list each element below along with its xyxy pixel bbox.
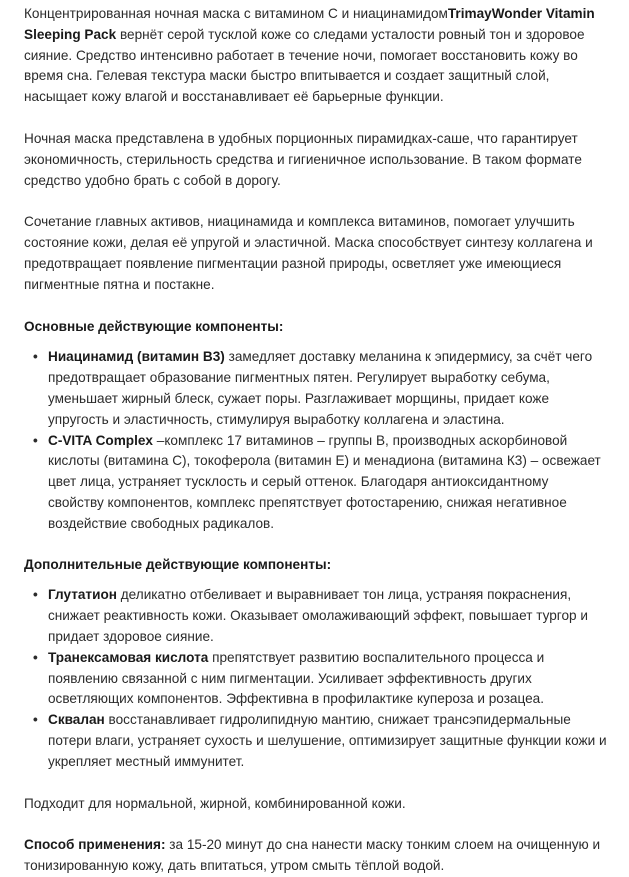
- intro-lead: Концентрированная ночная маска с витамином С и ниацинамидом: [24, 6, 448, 21]
- intro-paragraph: [24, 4, 607, 108]
- component-text: замедляет доставку меланина к эпидермису, за счёт чего предотвращает образование пигментных пятен. Регулирует выработку себума, уменьшает жирный блеск, сужает поры. Разглаживает морщины, придает коже упругость и эластичность, стимулируя выработку коллагена и эластина.: [48, 349, 593, 427]
- component-name: C-VITA Complex: [48, 432, 153, 448]
- main-components-heading: Основные действующие компоненты:: [24, 318, 284, 334]
- list-item: [33, 431, 607, 535]
- list-item: [33, 648, 607, 710]
- component-text: –комплекс 17 витаминов – группы В, производных аскорбиновой кислоты (витамина С), токоферола (витамин Е) и менадиона (витамина К3) – освежает цвет лица, устраняет тусклость и серый оттенок. Благодаря антиоксидантному свойству компонентов, комплекс препятствует фотостарению, снижая негативное воздействие свободных радикалов.: [48, 432, 601, 531]
- intro-rest: вернёт серой тусклой коже со следами усталости ровный тон и здоровое сияние. Средство интенсивно работает в течение ночи, помогает восстановить кожу во время сна. Гелевая текстура маски быстро впитывается и создает защитный слой, насыщает кожу влагой и восстанавливает её барьерные функции.: [24, 26, 585, 105]
- component-name: Глутатион: [48, 587, 117, 603]
- component-text: восстанавливает гидролипидную мантию, снижает трансэпидермальные потери влаги, устраняет сухость и шелушение, оптимизирует защитные функции кожи и укрепляет местный иммунитет.: [48, 712, 607, 769]
- component-text: препятствует развитию воспалительного процесса и появлению связанной с ним пигментации. Усиливает эффективность других осветляющих компонентов. Эффективна в профилактике купероза и розацеа.: [48, 649, 545, 707]
- component-name: Ниацинамид (витамин B3): [48, 349, 225, 365]
- format-paragraph: Ночная маска представлена в удобных порционных пирамидках-саше, что гарантирует экономичность, стерильность средства и гигиеничное использование. В таком формате средство удобно брать с собой в дорогу.: [24, 130, 582, 188]
- usage-label: Способ применения:: [24, 837, 166, 853]
- component-name: Сквалан: [48, 712, 105, 728]
- list-item: [33, 585, 607, 647]
- bullet-icon: •: [33, 432, 38, 448]
- bullet-icon: •: [33, 349, 38, 365]
- component-name: Транексамовая кислота: [48, 649, 209, 665]
- actives-paragraph: Сочетание главных активов, ниацинамида и комплекса витаминов, помогает улучшить состояние кожи, делая её упругой и эластичной. Маска способствует синтезу коллагена и предотвращает появление пигментации разной природы, осветляет уже имеющиеся пигментные пятна и постакне.: [24, 214, 593, 292]
- product-name: TrimayWonder Vitamin Sleeping Pack: [24, 6, 595, 42]
- bullet-icon: •: [33, 712, 38, 728]
- usage-text: за 15-20 минут до сна нанести маску тонким слоем на очищенную и тонизированную кожу, дать впитаться, утром смыть тёплой водой.: [24, 837, 601, 874]
- extra-components-heading: Дополнительные действующие компоненты:: [24, 556, 332, 572]
- usage-paragraph: [24, 835, 607, 877]
- bullet-icon: •: [33, 649, 38, 665]
- skin-types-paragraph: Подходит для нормальной, жирной, комбинированной кожи.: [24, 795, 406, 811]
- list-item: [33, 347, 607, 430]
- bullet-icon: •: [33, 587, 38, 603]
- main-components-list: [24, 347, 607, 534]
- list-item: [33, 710, 607, 772]
- component-text: деликатно отбеливает и выравнивает тон лица, устраняя покраснения, снижает реактивность кожи. Оказывает омолаживающий эффект, повышает тургор и придает здоровое сияние.: [48, 587, 588, 644]
- extra-components-list: [24, 585, 607, 772]
